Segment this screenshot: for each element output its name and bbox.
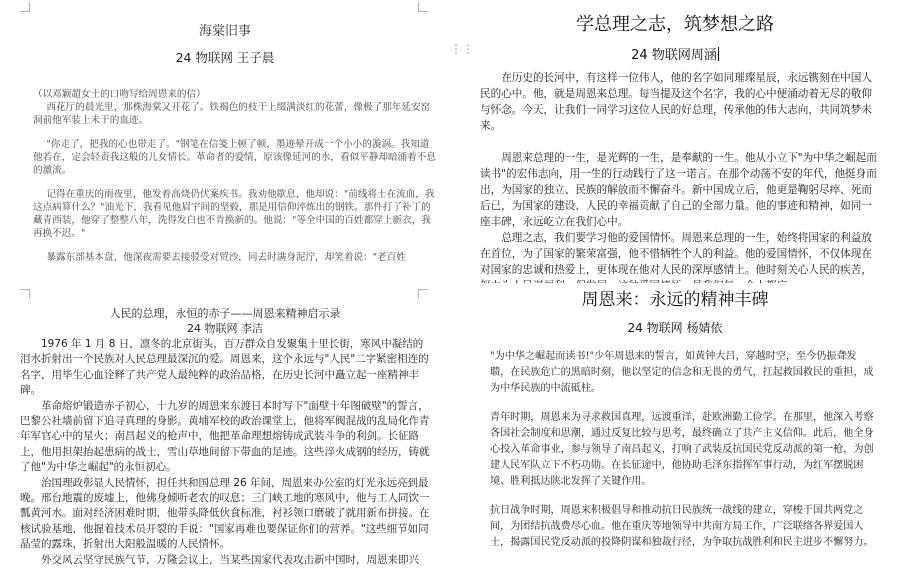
page-corner-mark [418, 2, 428, 12]
essay-note: （以邓颖超女士的口吻写给周恩来的信） [33, 89, 206, 100]
essay-author: 24 物联网 王子晨 [175, 50, 275, 65]
essay-body [33, 88, 438, 275]
drag-handle-icon[interactable]: ⋮⋮ [450, 42, 474, 56]
paragraph: 1976 年 1 月 8 日，凛冬的北京街头，百万群众自发聚集十里长街，寒风中凝结的泪水折射出一个民族对人民总理最深沉的爱。周恩来，这个永远与"人民"二字紧密相连的名字，用毕生心血诠释了共产党人最纯粹的政治品格，在历史长河中矗立起一座精神丰碑。 [20, 338, 429, 397]
essay-people-premier [0, 283, 450, 566]
paragraph: 青年时期，周恩来为寻求救国真理，远渡重洋，赴欧洲勤工俭学。在那里，他深入考察各国社会制度和思潮，通过反复比较与思考，最终确立了共产主义信仰。此后，他全身心投入革命事业，参与领导了南昌起义，打响了武装反抗国民党反动派的第一枪，为创建人民军队立下不朽功勋。在长征途中，他协助毛泽东指挥军事行动，为红军摆脱困境、胜利抵达陕北发挥了关键作用。 [490, 412, 874, 487]
paragraph: 总理之志，我们要学习他的爱国情怀。周恩来总理的一生，始终将国家的利益放在首位，为了国家的繁荣富强，他不惜牺牲个人的利益。他的爱国情怀，不仅体现在对国家的忠诚和热爱上，更体现在他对人民的深厚感情上。他时刻关心人民的疾苦， [480, 232, 872, 276]
paragraph: 西花厅的晨光里，那株海棠又开花了。铁褐色的枝干上缀满淡红的花蕾，像极了那年延安窑洞前他军装上未干的血迹。 [33, 102, 431, 126]
paragraph: "为中华之崛起而读书!"少年周恩来的誓言，如黄钟大吕，穿越时空，至今仍振聋发聩，在民族危亡的黑暗时刻，他以坚定的信念和无畏的勇气，扛起救国救民的重担，成为中华民族的中流砥柱。 [490, 351, 874, 394]
paragraph: 外交风云坚守民族气节，万隆会议上，当某些国家代表攻击新中国时，周恩来即兴 [41, 553, 419, 566]
essay-author: 24 物联网 杨婧依 [627, 321, 723, 335]
paragraph: 革命熔炉锻造赤子初心，十九岁的周恩来东渡日本时写下"面壁十年图破壁"的誓言，巴黎公社墙前留下追寻真理的身影。黄埔军校的政治课堂上，他将军阀混战的乱局化作青年军官心中的星火；南昌起义的枪声中，他把革命理想熔铸成武装斗争的利剑。长征路上，他用担架抬起患病的战士，雪山草地间留下带血的足迹。这些淬火成钢的经历，铸就了他"为中华之崛起"的永恒初心。 [20, 399, 430, 474]
paragraph: 记得在重庆的雨夜里，他发着高烧仍伏案疾书。我劝他歇息，他却说："前线将士在流血，我这点病算什么？"油光下，我看见他眉宇间的坚毅，那是用信仰淬炼出的钢铁。那件打了补丁的藏青西装，他穿了整整八年，洗得发白也不肯换新的。他说："等全中国的百姓都穿上新衣，我再换不迟。" [33, 189, 435, 239]
essay-body [490, 349, 875, 565]
paragraph-cutoff: 暴露东部基本盘，他深夜需要去接驳受对贸沙，同去时满身泥泞，却笑着说："老百姓 [46, 252, 406, 263]
paragraph: "你走了，把我的心也带走了。"钢笔在信笺上顿了顿，墨迹晕开成一个小小的漩涡。我知道他若在，定会轻责我这般的儿女情长。革命者的爱情，原该像延河的水，看似平静却暗涌着不息的激流。 [33, 139, 436, 176]
essay-title: 学总理之志，筑梦想之路 [576, 14, 774, 35]
page-corner-mark [20, 289, 30, 299]
essay-learn-premier [450, 0, 900, 283]
paragraph: 抗日战争时期，周恩来积极倡导和推动抗日民族统一战线的建立，穿梭于国共两党之间，为团结抗战费尽心血。他在重庆等地领导中共南方局工作，广泛联络各界爱国人士，揭露国民党反动派的投降阴谋和独裁行径，为争取抗战胜利和民主进步不懈努力。 [490, 505, 874, 548]
essay-title: 周恩来：永远的精神丰碑 [581, 290, 769, 310]
essay-haitang [0, 0, 450, 283]
paragraph: 在历史的长河中，有这样一位伟人，他的名字如同璀璨星辰，永远镌刻在中国人民的心中。他，就是周恩来总理。每当提及这个名字，我的心中便涌动着无尽的敬仰与怀念。今天，让我们一同学习这位人民的好总理，传承他的伟大志向，共同筑梦未来。 [480, 72, 872, 132]
essay-author: 24 物联网 李洁 [187, 322, 263, 335]
essay-body [480, 70, 882, 310]
paragraph: 周恩来总理的一生，是光辉的一生，是奉献的一生。他从小立下"为中华之崛起而读书"的宏伟志向，用一生的行动践行了这一诺言。在那个动荡不安的年代，他挺身而出，为国家的独立、民族的解放而不懈奋斗。新中国成立后，他更是鞠躬尽瘁、死而后已，为国家的建设、人民的幸福贡献了自己的全部力量。他的事迹和精神，如同一座丰碑，永远屹立在我们心中。 [480, 152, 877, 228]
essay-spiritual-monument [450, 283, 900, 550]
essay-title: 人民的总理，永恒的赤子——周恩来精神启示录 [109, 307, 341, 320]
paragraph: 治国理政彰显人民情怀，担任共和国总理 26 年间，周恩来办公室的灯光永远亮到最晚。邢台地震的废墟上，他佛身倾听老农的叹息；三门峡工地的寒风中，他与工人同饮一瓢黄河水。面对经济困难时期，他带头降低伙食标准，衬衫领口磨破了就用新布拼接。在核试验基地，他握着技术员开裂的手说："国家再难也要保证你们的营养。"这些细节如同晶莹的露珠，折射出大阳般温暖的人民情怀。 [20, 476, 430, 551]
essay-body [20, 337, 430, 568]
text-cursor [718, 47, 719, 61]
page-corner-mark [20, 2, 30, 12]
essay-title: 海棠旧事 [198, 24, 251, 39]
page-corner-mark [418, 289, 428, 299]
essay-author[interactable]: 24 物联网周涵 [631, 48, 717, 63]
